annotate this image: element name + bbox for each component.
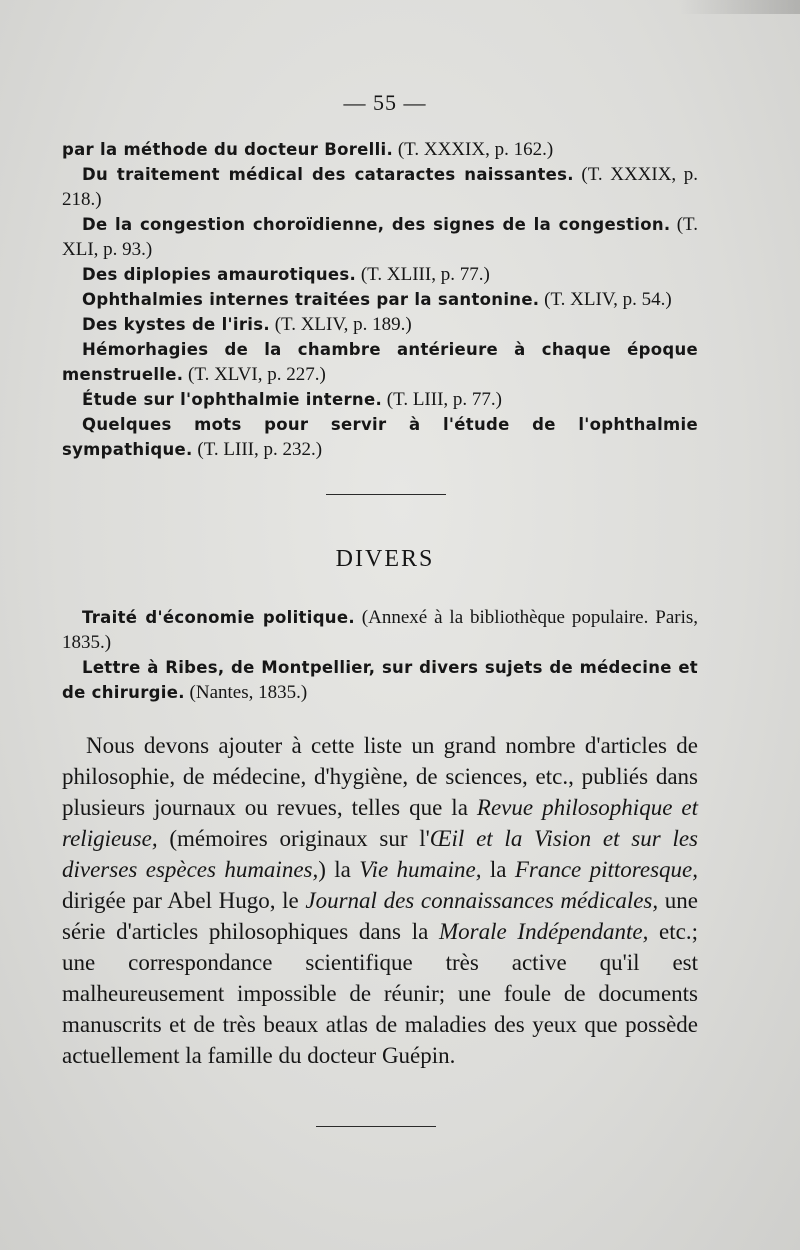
entry-reference: (Annexé à la bibliothèque populaire. Paris, 1835.) xyxy=(62,607,698,653)
body-paragraph xyxy=(62,730,698,1071)
divers-entry xyxy=(62,605,698,655)
paragraph-italic: Morale Indépendante, xyxy=(439,919,649,944)
bibliography-entry xyxy=(62,312,698,337)
paragraph-text: une série d'articles philosophiques dans la xyxy=(62,888,699,944)
entry-reference: (T. XLIV, p. 189.) xyxy=(269,314,412,335)
end-divider xyxy=(316,1126,436,1127)
bibliography-entry xyxy=(62,262,698,287)
bibliography-entry xyxy=(62,387,698,412)
bibliography-list xyxy=(62,137,698,462)
divers-entry xyxy=(62,655,698,705)
entry-reference: (T. XLI, p. 93.) xyxy=(62,214,699,260)
entry-title: De la congestion choroïdienne, des signes de la congestion. xyxy=(82,215,671,234)
page-number: — 55 — xyxy=(343,90,427,115)
entry-title: Lettre à Ribes, de Montpellier, sur divers sujets de médecine et de chirurgie. xyxy=(62,658,698,702)
paragraph-italic: Œil et la Vision et sur les diverses espèces humaines, xyxy=(62,826,698,882)
bibliography-entry xyxy=(62,212,698,262)
paragraph-italic: Revue philosophique et religieuse, xyxy=(62,795,698,851)
bibliography-entry xyxy=(62,412,698,462)
entry-reference: (Nantes, 1835.) xyxy=(184,682,308,703)
paragraph-italic: Journal des connaissances médicales, xyxy=(305,888,659,913)
entry-title: Traité d'économie politique. xyxy=(82,608,355,627)
entry-title: Étude sur l'ophthalmie interne. xyxy=(82,390,383,409)
bibliography-entry xyxy=(62,337,698,387)
entry-reference: (T. XXXIX, p. 162.) xyxy=(393,139,554,160)
divers-list xyxy=(62,605,698,705)
bibliography-entry xyxy=(62,137,698,162)
entry-reference: (T. XLIII, p. 77.) xyxy=(356,264,490,285)
paragraph-text: (mémoires originaux sur l' xyxy=(157,826,430,851)
section-heading: DIVERS xyxy=(335,546,435,572)
scan-edge-shadow xyxy=(680,0,800,14)
entry-reference: (T. XLIV, p. 54.) xyxy=(539,289,672,310)
paragraph-italic: Vie humaine, xyxy=(359,857,482,882)
entry-title: Hémorhagies de la chambre antérieure à chaque époque menstruelle. xyxy=(62,340,698,384)
entry-title: Des kystes de l'iris. xyxy=(82,315,270,334)
paragraph-text: etc.; une correspondance scientifique très active qu'il est malheureusement impossible de réunir; une foule de documents manuscrits et de très beaux atlas de maladies des yeux que possède actuellement la famille du docteur Guépin. xyxy=(62,919,698,1068)
bibliography-entry xyxy=(62,287,698,312)
entry-reference: (T. XLVI, p. 227.) xyxy=(183,364,326,385)
entry-title: Quelques mots pour servir à l'étude de l'ophthalmie sympathique. xyxy=(62,415,698,459)
entry-reference: (T. XXXIX, p. 218.) xyxy=(62,164,698,210)
bibliography-entry xyxy=(62,162,698,212)
entry-title: par la méthode du docteur Borelli. xyxy=(62,140,394,159)
entry-title: Du traitement médical des cataractes naissantes. xyxy=(82,165,574,184)
entry-title: Ophthalmies internes traitées par la santonine. xyxy=(82,290,540,309)
entry-reference: (T. LIII, p. 77.) xyxy=(382,389,502,410)
entry-reference: (T. LIII, p. 232.) xyxy=(192,439,323,460)
paragraph-text: Nous devons ajouter à cette liste un grand nombre d'articles de philosophie, de médecine, d'hygiène, de sciences, etc., publiés dans plusieurs journaux ou revues, telles que la xyxy=(62,733,698,820)
section-divider xyxy=(326,494,446,495)
paragraph-text: ) la xyxy=(318,857,360,882)
paragraph-text: dirigée par Abel Hugo, le xyxy=(62,888,306,913)
paragraph-text: la xyxy=(481,857,515,882)
entry-title: Des diplopies amaurotiques. xyxy=(82,265,357,284)
paragraph-italic: France pittoresque, xyxy=(514,857,698,882)
